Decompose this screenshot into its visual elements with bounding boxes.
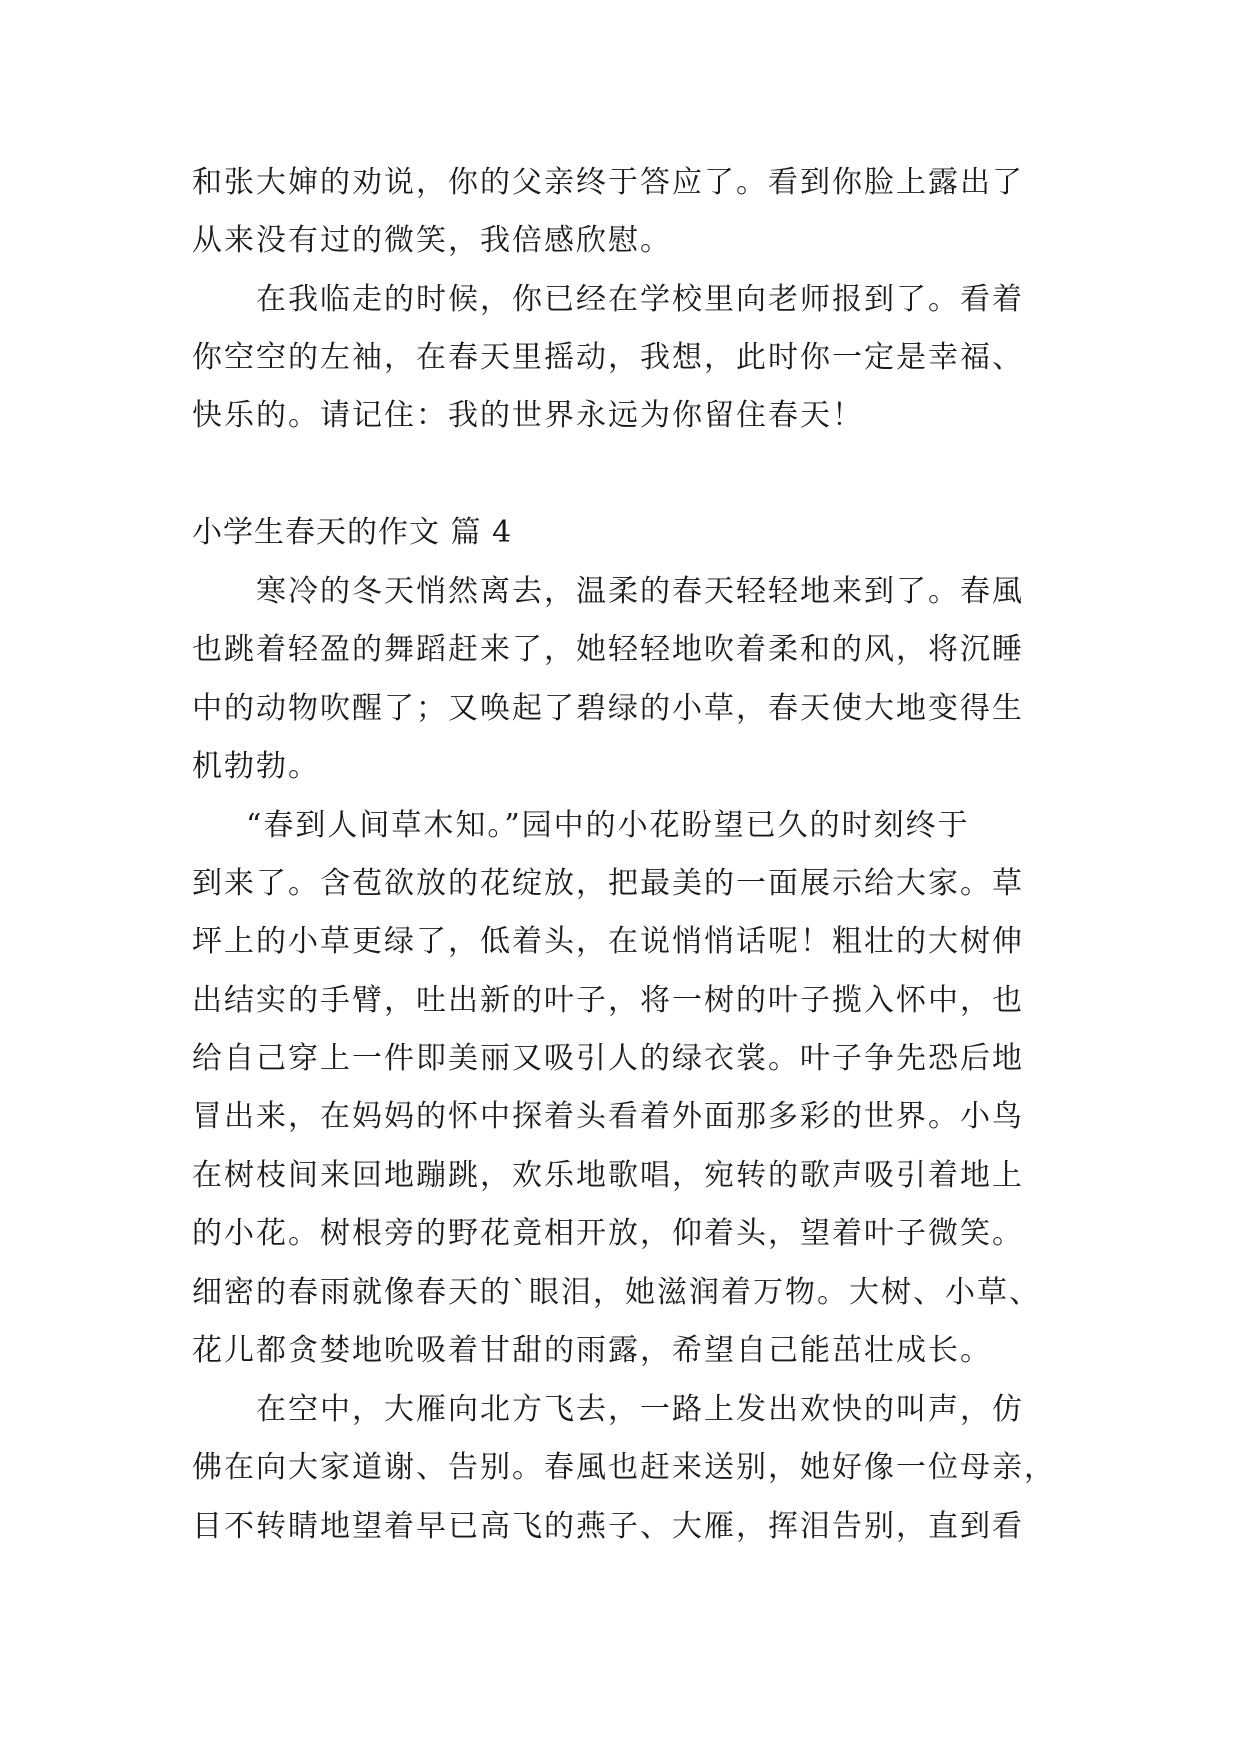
paragraph-4-line-10: 花儿都贪婪地吮吸着甘甜的雨露，希望自己能茁壮成长。: [192, 1333, 992, 1368]
paragraph-5-line-2: 佛在向大家道谢、告别。春風也赶来送别，她好像一位母亲，: [192, 1450, 1056, 1485]
paragraph-4-line-5: 给自己穿上一件即美丽又吸引人的绿衣裳。叶子争先恐后地: [192, 1041, 1024, 1076]
paragraph-4-line-2: 到来了。含苞欲放的花绽放，把最美的一面展示给大家。草: [192, 866, 1024, 901]
paragraph-3-line-2: 也跳着轻盈的舞蹈赶来了，她轻轻地吹着柔和的风，将沉睡: [192, 632, 1024, 667]
section-heading: 小学生春天的作文 篇 4: [192, 515, 513, 550]
paragraph-4-line-4: 出结实的手臂，吐出新的叶子，将一树的叶子揽入怀中，也: [192, 983, 1024, 1018]
paragraph-4-line-1: “春到人间草木知。”园中的小花盼望已久的时刻终于: [246, 808, 970, 843]
paragraph-3-line-4: 机勃勃。: [192, 749, 320, 784]
paragraph-3-line-1: 寒冷的冬天悄然离去，温柔的春天轻轻地来到了。春風: [256, 574, 1024, 609]
paragraph-1-line-2: 从来没有过的微笑，我倍感欣慰。: [192, 223, 672, 258]
paragraph-4-line-7: 在树枝间来回地蹦跳，欢乐地歌唱，宛转的歌声吸引着地上: [192, 1158, 1024, 1193]
paragraph-4-line-6: 冒出来，在妈妈的怀中探着头看着外面那多彩的世界。小鸟: [192, 1099, 1024, 1134]
paragraph-2-line-1: 在我临走的时候，你已经在学校里向老师报到了。看着: [256, 282, 1024, 317]
paragraph-5-line-1: 在空中，大雁向北方飞去，一路上发出欢快的叫声，仿: [256, 1392, 1024, 1427]
paragraph-1-line-1: 和张大婶的劝说，你的父亲终于答应了。看到你脸上露出了: [192, 165, 1024, 200]
paragraph-4-line-9: 细密的春雨就像春天的`眼泪，她滋润着万物。大树、小草、: [192, 1275, 1041, 1310]
paragraph-2-line-3: 快乐的。请记住：我的世界永远为你留住春天！: [192, 398, 864, 433]
paragraph-4-line-8: 的小花。树根旁的野花竟相开放，仰着头，望着叶子微笑。: [192, 1216, 1024, 1251]
paragraph-2-line-2: 你空空的左袖，在春天里摇动，我想，此时你一定是幸福、: [192, 340, 1024, 375]
paragraph-3-line-3: 中的动物吹醒了；又唤起了碧绿的小草，春天使大地变得生: [192, 691, 1024, 726]
paragraph-5-line-3: 目不转睛地望着早已高飞的燕子、大雁，挥泪告别，直到看: [192, 1509, 1024, 1544]
paragraph-4-line-3: 坪上的小草更绿了，低着头，在说悄悄话呢！粗壮的大树伸: [192, 924, 1024, 959]
